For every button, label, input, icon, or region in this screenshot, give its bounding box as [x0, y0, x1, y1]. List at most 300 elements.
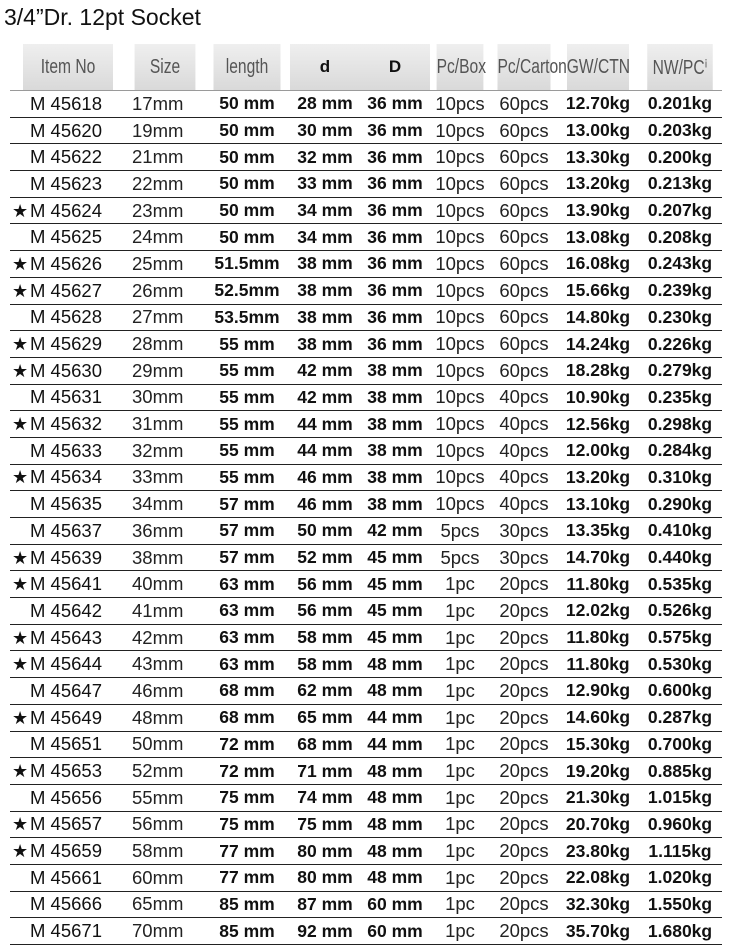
gw-ctn-cell: 13.10kg	[558, 491, 638, 518]
gw-ctn-cell: 23.80kg	[558, 838, 638, 865]
outer-D-cell: 36 mm	[360, 304, 430, 331]
size-cell: 41mm	[126, 598, 204, 625]
item-no-cell	[10, 784, 126, 811]
size-cell: 50mm	[126, 731, 204, 758]
nw-pc-cell: 0.526kg	[638, 598, 722, 625]
pc-box-cell: 10pcs	[430, 411, 490, 438]
inner-d-cell: 80 mm	[290, 864, 360, 891]
nw-pc-cell: 0.279kg	[638, 357, 722, 384]
size-cell: 29mm	[126, 357, 204, 384]
pc-carton-cell: 20pcs	[490, 624, 558, 651]
nw-pc-cell: 0.960kg	[638, 811, 722, 838]
gw-ctn-cell: 13.00kg	[558, 117, 638, 144]
length-cell: 51.5mm	[204, 251, 290, 278]
table-row	[10, 491, 722, 518]
gw-ctn-cell: 14.80kg	[558, 304, 638, 331]
size-cell: 28mm	[126, 331, 204, 358]
length-cell: 55 mm	[204, 437, 290, 464]
star-icon: ★	[12, 467, 29, 488]
pc-box-cell: 1pc	[430, 838, 490, 865]
pc-carton-cell: 60pcs	[490, 197, 558, 224]
pc-carton-cell: 20pcs	[490, 838, 558, 865]
size-cell: 48mm	[126, 704, 204, 731]
length-cell: 68 mm	[204, 678, 290, 705]
table-row	[10, 864, 722, 891]
item-no-cell	[10, 598, 126, 625]
pc-box-cell: 1pc	[430, 811, 490, 838]
pc-box-cell: 1pc	[430, 651, 490, 678]
inner-d-cell: 44 mm	[290, 411, 360, 438]
size-cell: 23mm	[126, 197, 204, 224]
table-row	[10, 731, 722, 758]
item-no-text: M 45656	[30, 786, 102, 808]
inner-d-cell: 56 mm	[290, 571, 360, 598]
pc-box-cell: 10pcs	[430, 464, 490, 491]
pc-box-cell: 1pc	[430, 864, 490, 891]
outer-D-cell: 38 mm	[360, 384, 430, 411]
pc-carton-cell: 20pcs	[490, 918, 558, 945]
item-no-cell	[10, 651, 126, 678]
gw-ctn-cell: 12.90kg	[558, 678, 638, 705]
item-no-cell	[10, 678, 126, 705]
item-no-cell	[10, 437, 126, 464]
size-cell: 17mm	[126, 91, 204, 118]
gw-ctn-cell: 22.08kg	[558, 864, 638, 891]
item-no-text: M 45618	[30, 92, 102, 114]
nw-pc-cell: 0.239kg	[638, 277, 722, 304]
length-cell: 63 mm	[204, 571, 290, 598]
outer-D-cell: 36 mm	[360, 171, 430, 198]
item-no-text: M 45642	[30, 599, 102, 621]
outer-D-cell: 36 mm	[360, 224, 430, 251]
item-no-text: M 45653	[30, 760, 102, 782]
size-cell: 42mm	[126, 624, 204, 651]
nw-pc-cell: 0.290kg	[638, 491, 722, 518]
item-no-cell	[10, 331, 126, 358]
header-row	[10, 44, 722, 91]
length-cell: 50 mm	[204, 197, 290, 224]
length-cell: 63 mm	[204, 624, 290, 651]
nw-pc-cell: 0.310kg	[638, 464, 722, 491]
inner-d-cell: 42 mm	[290, 384, 360, 411]
pc-box-cell: 1pc	[430, 784, 490, 811]
pc-box-cell: 5pcs	[430, 518, 490, 545]
size-cell: 30mm	[126, 384, 204, 411]
item-no-text: M 45659	[30, 840, 102, 862]
nw-pc-cell: 0.440kg	[638, 544, 722, 571]
item-no-text: M 45637	[30, 519, 102, 541]
outer-D-cell: 60 mm	[360, 891, 430, 918]
length-cell: 55 mm	[204, 464, 290, 491]
pc-box-cell: 10pcs	[430, 197, 490, 224]
table-row	[10, 704, 722, 731]
col-header-item-no: Item No	[23, 44, 113, 91]
star-icon: ★	[12, 627, 29, 648]
size-cell: 32mm	[126, 437, 204, 464]
inner-d-cell: 87 mm	[290, 891, 360, 918]
gw-ctn-cell: 13.35kg	[558, 518, 638, 545]
inner-d-cell: 80 mm	[290, 838, 360, 865]
star-icon: ★	[12, 414, 29, 435]
star-icon: ★	[12, 253, 29, 274]
size-cell: 55mm	[126, 784, 204, 811]
pc-carton-cell: 40pcs	[490, 437, 558, 464]
nw-pc-cell: 0.535kg	[638, 571, 722, 598]
length-cell: 72 mm	[204, 731, 290, 758]
star-icon: ★	[12, 761, 29, 782]
item-no-text: M 45634	[30, 466, 102, 488]
item-no-text: M 45671	[30, 920, 102, 942]
pc-carton-cell: 20pcs	[490, 758, 558, 785]
gw-ctn-cell: 13.90kg	[558, 197, 638, 224]
item-no-text: M 45651	[30, 733, 102, 755]
pc-carton-cell: 40pcs	[490, 464, 558, 491]
outer-D-cell: 48 mm	[360, 758, 430, 785]
inner-d-cell: 74 mm	[290, 784, 360, 811]
item-no-cell	[10, 144, 126, 171]
table-row	[10, 411, 722, 438]
item-no-cell	[10, 518, 126, 545]
item-no-text: M 45644	[30, 653, 102, 675]
gw-ctn-cell: 12.56kg	[558, 411, 638, 438]
item-no-cell	[10, 197, 126, 224]
length-cell: 55 mm	[204, 384, 290, 411]
outer-D-cell: 36 mm	[360, 144, 430, 171]
item-no-cell	[10, 91, 126, 118]
length-cell: 85 mm	[204, 918, 290, 945]
inner-d-cell: 75 mm	[290, 811, 360, 838]
size-cell: 43mm	[126, 651, 204, 678]
outer-D-cell: 38 mm	[360, 491, 430, 518]
size-cell: 60mm	[126, 864, 204, 891]
outer-D-cell: 44 mm	[360, 704, 430, 731]
pc-box-cell: 5pcs	[430, 544, 490, 571]
pc-carton-cell: 60pcs	[490, 224, 558, 251]
length-cell: 72 mm	[204, 758, 290, 785]
size-cell: 34mm	[126, 491, 204, 518]
col-header-gw-ctn: GW/CTN	[567, 44, 629, 91]
pc-box-cell: 1pc	[430, 678, 490, 705]
col-header-pc-carton: Pc/Carton	[497, 44, 550, 91]
pc-box-cell: 10pcs	[430, 491, 490, 518]
gw-ctn-cell: 14.70kg	[558, 544, 638, 571]
item-no-text: M 45666	[30, 893, 102, 915]
pc-carton-cell: 20pcs	[490, 811, 558, 838]
outer-D-cell: 36 mm	[360, 91, 430, 118]
nw-pc-cell: 1.020kg	[638, 864, 722, 891]
pc-box-cell: 10pcs	[430, 251, 490, 278]
table-row	[10, 758, 722, 785]
star-icon: ★	[12, 280, 29, 301]
pc-carton-cell: 20pcs	[490, 864, 558, 891]
nw-pc-cell: 0.287kg	[638, 704, 722, 731]
pc-box-cell: 1pc	[430, 598, 490, 625]
table-row	[10, 251, 722, 278]
outer-D-cell: 38 mm	[360, 464, 430, 491]
item-no-cell	[10, 704, 126, 731]
item-no-text: M 45630	[30, 359, 102, 381]
gw-ctn-cell: 11.80kg	[558, 624, 638, 651]
table-row	[10, 811, 722, 838]
inner-d-cell: 32 mm	[290, 144, 360, 171]
nw-pc-cell: 1.115kg	[638, 838, 722, 865]
inner-d-cell: 71 mm	[290, 758, 360, 785]
pc-carton-cell: 60pcs	[490, 117, 558, 144]
pc-box-cell: 1pc	[430, 891, 490, 918]
item-no-cell	[10, 384, 126, 411]
item-no-cell	[10, 277, 126, 304]
nw-pc-cell: 0.203kg	[638, 117, 722, 144]
col-header-D: D	[360, 44, 430, 91]
pc-carton-cell: 30pcs	[490, 544, 558, 571]
pc-carton-cell: 20pcs	[490, 651, 558, 678]
nw-pc-cell: 0.201kg	[638, 91, 722, 118]
page-title: 3/4”Dr. 12pt Socket	[4, 4, 201, 30]
size-cell: 56mm	[126, 811, 204, 838]
size-cell: 58mm	[126, 838, 204, 865]
pc-carton-cell: 60pcs	[490, 144, 558, 171]
outer-D-cell: 48 mm	[360, 838, 430, 865]
item-no-text: M 45624	[30, 199, 102, 221]
pc-carton-cell: 60pcs	[490, 331, 558, 358]
nw-pc-cell: 0.213kg	[638, 171, 722, 198]
table-row	[10, 518, 722, 545]
table-row	[10, 651, 722, 678]
table-row	[10, 357, 722, 384]
inner-d-cell: 38 mm	[290, 277, 360, 304]
pc-carton-cell: 60pcs	[490, 357, 558, 384]
pc-box-cell: 1pc	[430, 624, 490, 651]
outer-D-cell: 42 mm	[360, 518, 430, 545]
length-cell: 55 mm	[204, 411, 290, 438]
item-no-cell	[10, 544, 126, 571]
pc-carton-cell: 60pcs	[490, 277, 558, 304]
outer-D-cell: 44 mm	[360, 731, 430, 758]
inner-d-cell: 52 mm	[290, 544, 360, 571]
size-cell: 22mm	[126, 171, 204, 198]
pc-box-cell: 10pcs	[430, 277, 490, 304]
outer-D-cell: 36 mm	[360, 197, 430, 224]
item-no-text: M 45649	[30, 706, 102, 728]
pc-carton-cell: 40pcs	[490, 491, 558, 518]
pc-carton-cell: 60pcs	[490, 251, 558, 278]
outer-D-cell: 48 mm	[360, 811, 430, 838]
outer-D-cell: 38 mm	[360, 437, 430, 464]
outer-D-cell: 36 mm	[360, 251, 430, 278]
outer-D-cell: 45 mm	[360, 544, 430, 571]
table-row	[10, 91, 722, 118]
star-icon: ★	[12, 200, 29, 221]
table-row	[10, 144, 722, 171]
inner-d-cell: 46 mm	[290, 464, 360, 491]
length-cell: 50 mm	[204, 117, 290, 144]
item-no-cell	[10, 224, 126, 251]
length-cell: 85 mm	[204, 891, 290, 918]
gw-ctn-cell: 12.00kg	[558, 437, 638, 464]
item-no-text: M 45622	[30, 146, 102, 168]
gw-ctn-cell: 13.08kg	[558, 224, 638, 251]
inner-d-cell: 62 mm	[290, 678, 360, 705]
gw-ctn-cell: 13.30kg	[558, 144, 638, 171]
nw-pc-cell: 0.207kg	[638, 197, 722, 224]
item-no-text: M 45625	[30, 226, 102, 248]
item-no-cell	[10, 304, 126, 331]
size-cell: 31mm	[126, 411, 204, 438]
table-row	[10, 838, 722, 865]
item-no-cell	[10, 811, 126, 838]
pc-carton-cell: 20pcs	[490, 571, 558, 598]
gw-ctn-cell: 16.08kg	[558, 251, 638, 278]
inner-d-cell: 30 mm	[290, 117, 360, 144]
pc-carton-cell: 60pcs	[490, 304, 558, 331]
col-header-size: Size	[135, 44, 196, 91]
inner-d-cell: 58 mm	[290, 624, 360, 651]
gw-ctn-cell: 12.70kg	[558, 91, 638, 118]
gw-ctn-cell: 13.20kg	[558, 464, 638, 491]
size-cell: 25mm	[126, 251, 204, 278]
pc-carton-cell: 40pcs	[490, 384, 558, 411]
length-cell: 57 mm	[204, 491, 290, 518]
length-cell: 50 mm	[204, 171, 290, 198]
table-row	[10, 117, 722, 144]
gw-ctn-cell: 32.30kg	[558, 891, 638, 918]
item-no-cell	[10, 891, 126, 918]
gw-ctn-cell: 11.80kg	[558, 571, 638, 598]
item-no-cell	[10, 571, 126, 598]
inner-d-cell: 44 mm	[290, 437, 360, 464]
item-no-text: M 45633	[30, 439, 102, 461]
pc-box-cell: 10pcs	[430, 357, 490, 384]
star-icon: ★	[12, 654, 29, 675]
length-cell: 77 mm	[204, 838, 290, 865]
pc-box-cell: 10pcs	[430, 117, 490, 144]
table-row	[10, 437, 722, 464]
length-cell: 50 mm	[204, 144, 290, 171]
outer-D-cell: 45 mm	[360, 571, 430, 598]
gw-ctn-cell: 11.80kg	[558, 651, 638, 678]
size-cell: 65mm	[126, 891, 204, 918]
outer-D-cell: 45 mm	[360, 598, 430, 625]
outer-D-cell: 48 mm	[360, 784, 430, 811]
pc-box-cell: 1pc	[430, 704, 490, 731]
pc-carton-cell: 40pcs	[490, 411, 558, 438]
outer-D-cell: 36 mm	[360, 277, 430, 304]
star-icon: ★	[12, 841, 29, 862]
length-cell: 57 mm	[204, 544, 290, 571]
star-icon: ★	[12, 334, 29, 355]
item-no-text: M 45627	[30, 279, 102, 301]
nw-pc-cell: 0.530kg	[638, 651, 722, 678]
size-cell: 19mm	[126, 117, 204, 144]
table-row	[10, 918, 722, 945]
nw-pc-cell: 0.885kg	[638, 758, 722, 785]
table-header	[10, 44, 722, 91]
length-cell: 75 mm	[204, 811, 290, 838]
size-cell: 24mm	[126, 224, 204, 251]
pc-box-cell: 1pc	[430, 571, 490, 598]
pc-box-cell: 1pc	[430, 918, 490, 945]
nw-pc-cell: 0.410kg	[638, 518, 722, 545]
item-no-cell	[10, 411, 126, 438]
item-no-cell	[10, 731, 126, 758]
pc-box-cell: 10pcs	[430, 304, 490, 331]
outer-D-cell: 38 mm	[360, 411, 430, 438]
length-cell: 63 mm	[204, 651, 290, 678]
table-row	[10, 464, 722, 491]
length-cell: 52.5mm	[204, 277, 290, 304]
item-no-text: M 45647	[30, 679, 102, 701]
length-cell: 75 mm	[204, 784, 290, 811]
inner-d-cell: 92 mm	[290, 918, 360, 945]
item-no-text: M 45661	[30, 866, 102, 888]
pc-carton-cell: 60pcs	[490, 171, 558, 198]
inner-d-cell: 38 mm	[290, 304, 360, 331]
gw-ctn-cell: 21.30kg	[558, 784, 638, 811]
length-cell: 57 mm	[204, 518, 290, 545]
item-no-cell	[10, 117, 126, 144]
star-icon: ★	[12, 814, 29, 835]
inner-d-cell: 58 mm	[290, 651, 360, 678]
nw-pc-cell: 1.550kg	[638, 891, 722, 918]
item-no-cell	[10, 838, 126, 865]
size-cell: 33mm	[126, 464, 204, 491]
table-row	[10, 171, 722, 198]
pc-carton-cell: 20pcs	[490, 731, 558, 758]
size-cell: 36mm	[126, 518, 204, 545]
table-row	[10, 678, 722, 705]
pc-box-cell: 10pcs	[430, 384, 490, 411]
item-no-text: M 45626	[30, 252, 102, 274]
item-no-text: M 45639	[30, 546, 102, 568]
outer-D-cell: 48 mm	[360, 678, 430, 705]
table-row	[10, 544, 722, 571]
table-row	[10, 598, 722, 625]
size-cell: 38mm	[126, 544, 204, 571]
size-cell: 27mm	[126, 304, 204, 331]
inner-d-cell: 38 mm	[290, 251, 360, 278]
inner-d-cell: 38 mm	[290, 331, 360, 358]
gw-ctn-cell: 15.66kg	[558, 277, 638, 304]
nw-pc-cell: 0.235kg	[638, 384, 722, 411]
table-row	[10, 331, 722, 358]
item-no-cell	[10, 357, 126, 384]
size-cell: 21mm	[126, 144, 204, 171]
table-row	[10, 277, 722, 304]
outer-D-cell: 36 mm	[360, 117, 430, 144]
star-icon: ★	[12, 360, 29, 381]
pc-carton-cell: 20pcs	[490, 598, 558, 625]
item-no-cell	[10, 918, 126, 945]
col-header-length: length	[213, 44, 280, 91]
star-icon: ★	[12, 707, 29, 728]
gw-ctn-cell: 14.60kg	[558, 704, 638, 731]
item-no-text: M 45620	[30, 119, 102, 141]
nw-pc-cell: 1.015kg	[638, 784, 722, 811]
outer-D-cell: 36 mm	[360, 331, 430, 358]
nw-pc-cell: 0.226kg	[638, 331, 722, 358]
nw-pc-cell: 0.600kg	[638, 678, 722, 705]
item-no-text: M 45643	[30, 626, 102, 648]
col-header-nw-pc: NW/PCⁱ	[647, 44, 713, 91]
table-row	[10, 224, 722, 251]
pc-carton-cell: 20pcs	[490, 891, 558, 918]
pc-carton-cell: 30pcs	[490, 518, 558, 545]
outer-D-cell: 48 mm	[360, 864, 430, 891]
outer-D-cell: 38 mm	[360, 357, 430, 384]
item-no-text: M 45628	[30, 306, 102, 328]
size-cell: 70mm	[126, 918, 204, 945]
table-row	[10, 571, 722, 598]
